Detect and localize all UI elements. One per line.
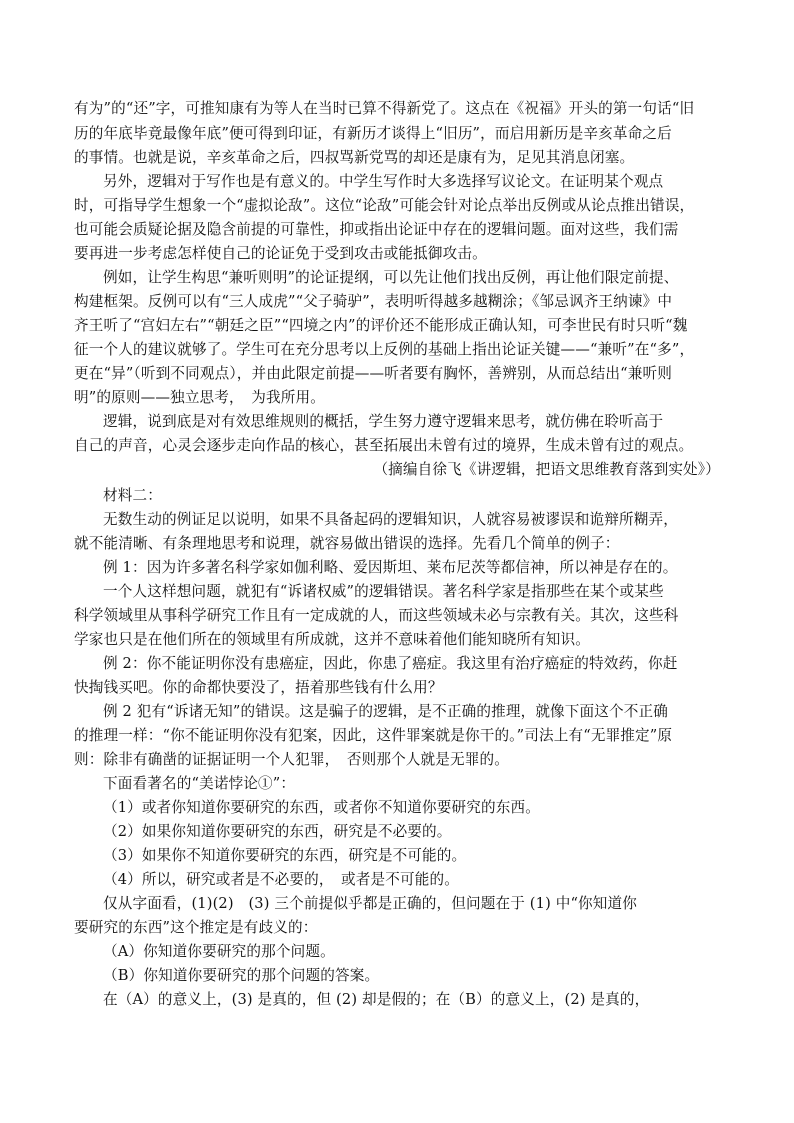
text-line: 自己的声音，心灵会逐步走向作品的核心，甚至拓展出未曾有过的境界，生成未曾有过的观点。 [74, 437, 694, 454]
text-line: 无数生动的例证足以说明，如果不具备起码的逻辑知识，人就容易被谬误和诡辩所糊弄， [103, 511, 679, 528]
text-line: 明”的原则——独立思考， 为我所用。 [74, 389, 325, 406]
text-line: 逻辑，说到底是对有效思维规则的概括，学生努力遵守逻辑来思考，就仿佛在聆听高于 [103, 413, 664, 430]
source-citation: （摘编自徐飞《讲逻辑，把语文思维教育落到实处》） [373, 461, 720, 478]
text-line: 也可能会质疑论据及隐含前提的可靠性，抑或指出论证中存在的逻辑问题。面对这些，我们需 [74, 221, 679, 238]
list-item: （2）如果你知道你要研究的东西，研究是不必要的。 [103, 823, 452, 840]
list-item: （1）或者你知道你要研究的东西，或者你不知道你要研究的东西。 [103, 799, 541, 816]
text-line: 快掏钱买吧。你的命都快要没了，捂着那些钱有什么用？ [74, 679, 443, 696]
text-line: 例 1：因为许多著名科学家如伽利略、爱因斯坦、莱布尼茨等都信神，所以神是存在的。 [103, 559, 678, 576]
text-line: 就不能清晰、有条理地思考和说理，就容易做出错误的选择。先看几个简单的例子： [74, 535, 620, 552]
text-line: 要再进一步考虑怎样使自己的论证免于受到攻击或能抵御攻击。 [74, 245, 487, 262]
text-line: 另外，逻辑对于写作也是有意义的。中学生写作时大多选择写议论文。在证明某个观点 [103, 173, 664, 190]
list-item: （3）如果你不知道你要研究的东西，研究是不可能的。 [103, 847, 467, 864]
text-line: 时，可指导学生想象一个“虚拟论敌”。这位“论敌”可能会针对论点举出反例或从论点推出错误， [74, 197, 695, 214]
text-line: 的事情。也就是说，辛亥革命之后，四叔骂新党骂的却还是康有为，足见其消息闭塞。 [74, 149, 635, 166]
text-line: 历的年底毕竟最像年底”便可得到印证，有新历才谈得上“旧历”，而启用新历是辛亥革命之后 [74, 125, 672, 142]
text-line: 更在“异”（听到不同观点），并由此限定前提——听者要有胸怀，善辨别，从而总结出“兼听则 [74, 365, 672, 382]
text-line: 有为”的“还”字，可推知康有为等人在当时已算不得新党了。这点在《祝福》开头的第一句话“旧 [74, 100, 695, 117]
text-line: 一个人这样想问题，就犯有“诉诸权威”的逻辑错误。著名科学家是指那些在某个或某些 [103, 583, 664, 600]
text-line: 科学领域里从事科学研究工作且有一定成就的人，而这些领域未必与宗教有关。其次，这些科 [74, 607, 679, 624]
text-line: 在（A）的意义上，(3) 是真的，但 (2) 却是假的；在（B）的意义上，(2) 是真的， [103, 991, 650, 1008]
text-line: 例如，让学生构思“兼听则明”的论证提纲，可以先让他们找出反例，再让他们限定前提、 [103, 269, 679, 286]
text-line: 要研究的东西”这个推定是有歧义的： [74, 919, 318, 936]
text-line: 下面看著名的“美诺悖论①”： [103, 775, 296, 792]
text-line: 则：除非有确凿的证据证明一个人犯罪， 否则那个人就是无罪的。 [74, 751, 510, 768]
section-heading: 材料二： [103, 487, 162, 504]
text-line: 学家也只是在他们所在的领域里有所成就，这并不意味着他们能知晓所有知识。 [74, 631, 591, 648]
text-line: 的推理一样：“你不能证明你没有犯案，因此，这件罪案就是你干的。”司法上有“无罪推定”原 [74, 727, 673, 744]
list-item: （4）所以，研究或者是不必要的， 或者是不可能的。 [103, 871, 459, 888]
text-line: 仅从字面看，(1)(2) (3) 三个前提似乎都是正确的，但问题在于 (1) 中“你知道你 [103, 895, 638, 912]
list-item: （B）你知道你要研究的那个问题的答案。 [103, 967, 380, 984]
text-line: 例 2 犯有“诉诸无知”的错误。这是骗子的逻辑，是不正确的推理，就像下面这个不正确 [103, 703, 669, 720]
text-line: 征一个人的建议就够了。学生可在充分思考以上反例的基础上指出论证关键——“兼听”在“多”， [74, 341, 695, 358]
list-item: （A）你知道你要研究的那个问题。 [103, 943, 335, 960]
text-line: 例 2：你不能证明你没有患癌症，因此，你患了癌症。我这里有治疗癌症的特效药，你赶 [103, 655, 678, 672]
text-line: 齐王听了“宫妇左右”“朝廷之臣”“四境之内”的评价还不能形成正确认知，可李世民有时只听“魏 [74, 317, 688, 334]
text-line: 构建框架。反例可以有“三人成虎”“父子骑驴”，表明听得越多越糊涂；《邹忌讽齐王纳谏》中 [74, 293, 673, 310]
